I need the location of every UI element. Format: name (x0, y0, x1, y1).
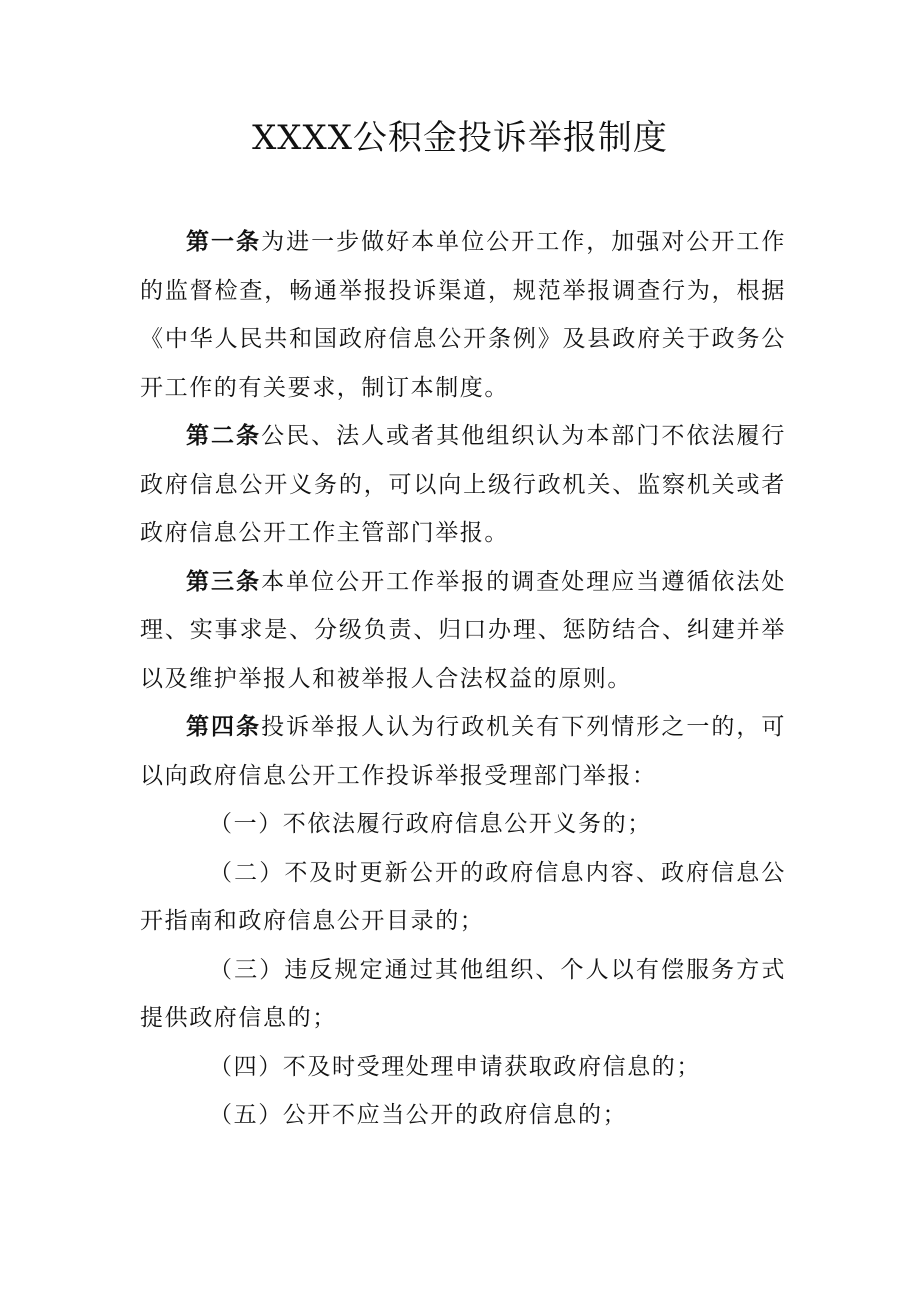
article-3 (140, 558, 786, 704)
article-3-number: 第三条 (186, 568, 262, 595)
article-1-text: 为进一步做好本单位公开工作，加强对公开工作的监督检查，畅通举报投诉渠道，规范举报调查行为，根据《中华人民共和国政府信息公开条例》及县政府关于政务公开工作的有关要求，制订本制度。 (140, 229, 786, 401)
list-item-3: （三）违反规定通过其他组织、个人以有偿服务方式提供政府信息的； (140, 956, 786, 1031)
article-3-text: 本单位公开工作举报的调查处理应当遵循依法处理、实事求是、分级负责、归口办理、惩防结合、纠建并举以及维护举报人和被举报人合法权益的原则。 (140, 568, 786, 692)
list-item-2: （二）不及时更新公开的政府信息内容、政府信息公开指南和政府信息公开目录的； (140, 859, 786, 934)
article-2-text: 公民、法人或者其他组织认为本部门不依法履行政府信息公开义务的，可以向上级行政机关、监察机关或者政府信息公开工作主管部门举报。 (140, 423, 786, 546)
list-item-5: （五）公开不应当公开的政府信息的； (209, 1102, 628, 1128)
article-4 (140, 703, 786, 800)
article-1-number: 第一条 (186, 229, 262, 255)
article-4-text: 投诉举报人认为行政机关有下列情形之一的，可以向政府信息公开工作投诉举报受理部门举报： (140, 714, 786, 789)
article-2-number: 第二条 (186, 423, 262, 449)
list-item-4: （四）不及时受理处理申请获取政府信息的； (209, 1053, 701, 1080)
document-title: XXXX公积金投诉举报制度 (252, 118, 668, 158)
article-2 (140, 412, 786, 558)
list-item-1: （一）不依法履行政府信息公开义务的； (209, 811, 652, 837)
article-1 (140, 218, 786, 412)
document-body (140, 218, 786, 1140)
article-4-number: 第四条 (186, 714, 262, 740)
